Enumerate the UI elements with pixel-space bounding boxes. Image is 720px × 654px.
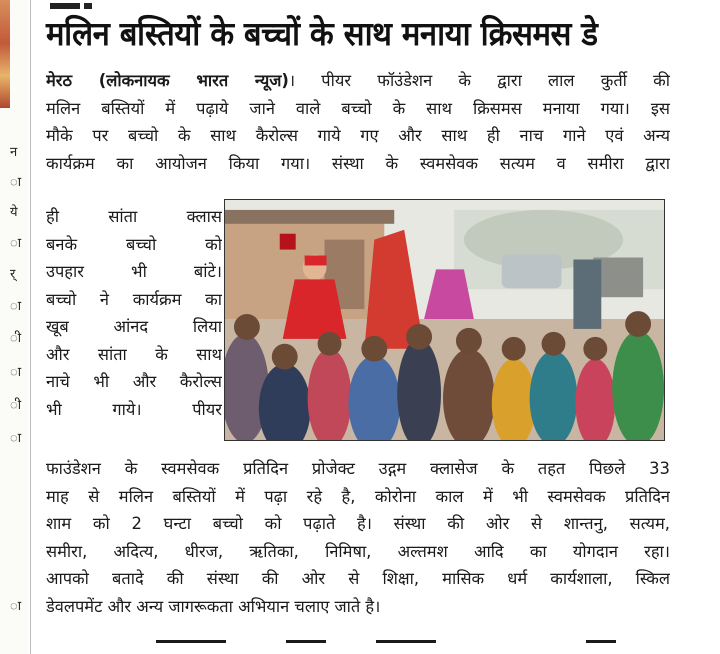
next-headline-fragment bbox=[46, 640, 670, 644]
paragraph-line: खूब आंनद लिया bbox=[46, 317, 222, 336]
paragraph-line: ही सांता क्लास bbox=[46, 207, 222, 226]
adjacent-column-strip bbox=[0, 0, 28, 654]
paragraph-line: बच्चो ने कार्यक्रम का bbox=[46, 289, 222, 309]
adjacent-text-fragment: न bbox=[10, 145, 18, 160]
photo-santa-hat bbox=[305, 256, 327, 266]
paragraph-line: बनके बच्चो को bbox=[46, 234, 222, 254]
photo-parked-car bbox=[502, 255, 562, 289]
adjacent-text-fragment: ा bbox=[10, 365, 22, 380]
paragraph-line: और सांता के साथ bbox=[46, 344, 222, 364]
paragraph-line: कार्यक्रम का आयोजन किया गया। संस्था के स्वमसेवक सत्यम व समीरा द्वारा bbox=[46, 153, 670, 173]
article-paragraph-intro bbox=[46, 67, 670, 177]
adjacent-text-fragment: ी bbox=[10, 398, 22, 413]
adjacent-text-fragment: र् bbox=[10, 267, 16, 282]
adjacent-text-fragment: ा bbox=[10, 236, 22, 251]
adjacent-text-fragment: ा bbox=[10, 599, 22, 614]
paragraph-line: भी गाये। पीयर bbox=[46, 399, 222, 419]
paragraph-line bbox=[46, 67, 670, 95]
adjacent-text-fragment: ा bbox=[10, 299, 22, 314]
photo-illustration bbox=[225, 200, 664, 440]
paragraph-line-text: । पीयर फॉउंडेशन के द्वारा लाल कुर्ती की bbox=[288, 71, 670, 90]
paragraph-line: शाम को 2 घन्टा बच्चो को पढ़ाते है। संस्था की ओर से शान्तनु, सत्यम, bbox=[46, 514, 670, 533]
photo-standing-man bbox=[573, 260, 601, 329]
paragraph-line: आपको बतादे की संस्था की ओर से शिक्षा, मासिक धर्म कार्यशाला, स्किल bbox=[46, 569, 670, 588]
paragraph-line: मौके पर बच्चो के साथ कैरोल्स गाये गए और साथ ही नाच गाने एवं अन्य bbox=[46, 126, 670, 145]
paragraph-line: फाउंडेशन के स्वमसेवक प्रतिदिन प्रोजेक्ट उद्गम क्लासेज के तहत पिछले 33 bbox=[46, 459, 670, 478]
article-photo-christmas-celebration bbox=[224, 199, 665, 441]
paragraph-line: माह से मलिन बस्तियों में पढ़ा रहे है, कोरोना काल में भी स्वमसेवक प्रतिदिन bbox=[46, 486, 670, 506]
paragraph-line: डेवलपमेंट और अन्य जागरूकता अभियान चलाए जाते है। bbox=[46, 596, 381, 616]
article-headline: मलिन बस्तियों के बच्चों के साथ मनाया क्रिसमस डे bbox=[46, 14, 598, 53]
paragraph-line: समीरा, अदित्य, धीरज, ऋतिका, निमिषा, अल्तमश आदि का योगदान रहा। bbox=[46, 541, 670, 561]
paragraph-line: नाचे भी और कैरोल्स bbox=[46, 372, 222, 391]
article-paragraph-wrap bbox=[46, 203, 222, 423]
article-paragraph-body bbox=[46, 455, 670, 620]
paragraph-line: मलिन बस्तियों में पढ़ाये जाने वाले बच्चो के साथ क्रिसमस मनाया गया। इस bbox=[46, 98, 670, 118]
adjacent-text-fragment: ा bbox=[10, 431, 22, 446]
article-dateline: मेरठ (लोकनायक भारत न्यूज) bbox=[46, 71, 289, 90]
photo-roof bbox=[225, 210, 394, 224]
adjacent-photo-fragment bbox=[0, 0, 10, 108]
photo-gift-box bbox=[280, 234, 296, 250]
column-divider bbox=[30, 0, 31, 654]
paragraph-line: उपहार भी बांटे। bbox=[46, 262, 222, 281]
adjacent-text-fragment: ये bbox=[10, 205, 18, 220]
adjacent-text-fragment: ी bbox=[10, 331, 22, 346]
adjacent-text-fragment: ा bbox=[10, 175, 22, 190]
